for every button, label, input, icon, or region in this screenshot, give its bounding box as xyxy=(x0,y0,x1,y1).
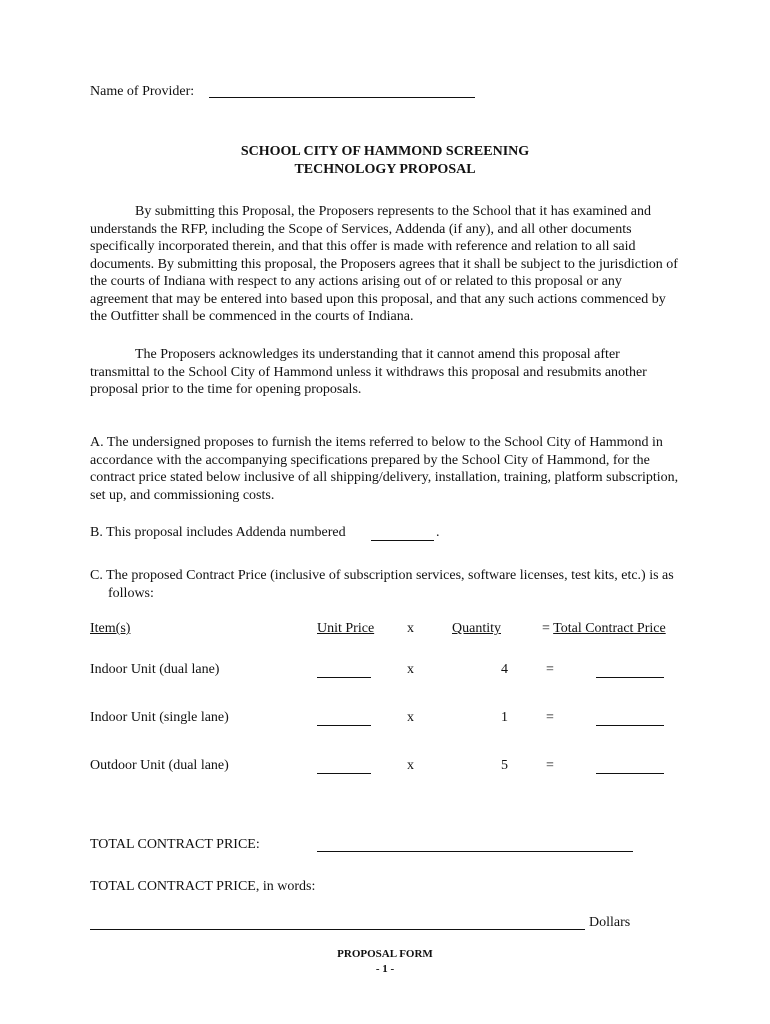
provider-name-field[interactable] xyxy=(209,97,475,98)
header-unit-price: Unit Price xyxy=(317,621,375,636)
row-equals: = xyxy=(546,758,554,773)
total-contract-price-field[interactable] xyxy=(317,851,633,852)
row-item: Indoor Unit (dual lane) xyxy=(90,662,220,677)
row-quantity: 4 xyxy=(501,662,508,677)
total-price-field[interactable] xyxy=(596,773,664,774)
unit-price-field[interactable] xyxy=(317,725,371,726)
header-total-equals: = xyxy=(542,621,554,636)
header-total-label: Total Contract Price xyxy=(553,621,666,636)
unit-price-field[interactable] xyxy=(317,773,371,774)
total-in-words-field[interactable] xyxy=(90,929,585,930)
section-b-period: . xyxy=(436,525,440,540)
total-in-words-label: TOTAL CONTRACT PRICE, in words: xyxy=(90,879,316,894)
footer-form-label: PROPOSAL FORM xyxy=(337,948,433,960)
provider-label: Name of Provider: xyxy=(90,84,195,99)
row-quantity: 5 xyxy=(501,758,508,773)
total-contract-price-label: TOTAL CONTRACT PRICE: xyxy=(90,837,260,852)
acknowledgement-paragraph: The Proposers acknowledges its understanding that it cannot amend this proposal after transmittal to the School City of Hammond unless it withdraws this proposal and resubmits another proposal prior to the time for opening proposals. xyxy=(90,347,647,397)
row-item: Outdoor Unit (dual lane) xyxy=(90,758,229,773)
page-number: - 1 - xyxy=(375,963,395,975)
total-price-field[interactable] xyxy=(596,677,664,678)
document-title-line1: SCHOOL CITY OF HAMMOND SCREENING xyxy=(240,144,530,159)
row-times: x xyxy=(407,662,414,677)
header-total xyxy=(542,621,666,637)
header-items: Item(s) xyxy=(90,621,131,636)
header-quantity: Quantity xyxy=(452,621,501,636)
row-equals: = xyxy=(546,662,554,677)
row-item: Indoor Unit (single lane) xyxy=(90,710,229,725)
intro-paragraph: By submitting this Proposal, the Proposers represents to the School that it has examined and understands the RFP, including the Scope of Services, Addenda (if any), and all other documents specifically incorporated therein, and that this offer is made with reference and relation to all said documents. By submitting this proposal, the Proposers agrees that it shall be subject to the jurisdiction of the courts of Indiana with respect to any actions arising out of or related to this proposal or any agreement that may be entered into based upon this proposal, and that any such actions commenced by the Outfitter shall be commenced in the courts of Indiana. xyxy=(90,204,678,324)
row-equals: = xyxy=(546,710,554,725)
section-a-paragraph: A. The undersigned proposes to furnish the items referred to below to the School City of Hammond in accordance with the accompanying specifications prepared by the School City of Hammond, for the contract price stated below inclusive of all shipping/delivery, installation, training, platform subscription, set up, and commissioning costs. xyxy=(90,435,679,503)
total-price-field[interactable] xyxy=(596,725,664,726)
addenda-number-field[interactable] xyxy=(371,540,434,541)
unit-price-field[interactable] xyxy=(317,677,371,678)
header-times: x xyxy=(407,621,414,636)
row-quantity: 1 xyxy=(501,710,508,725)
document-title-line2: TECHNOLOGY PROPOSAL xyxy=(294,162,476,177)
row-times: x xyxy=(407,758,414,773)
dollars-label: Dollars xyxy=(589,915,631,930)
section-c-paragraph: C. The proposed Contract Price (inclusive of subscription services, software licenses, test kits, etc.) is as follows: xyxy=(90,568,674,601)
section-b-label: B. This proposal includes Addenda numbered xyxy=(90,525,346,540)
row-times: x xyxy=(407,710,414,725)
